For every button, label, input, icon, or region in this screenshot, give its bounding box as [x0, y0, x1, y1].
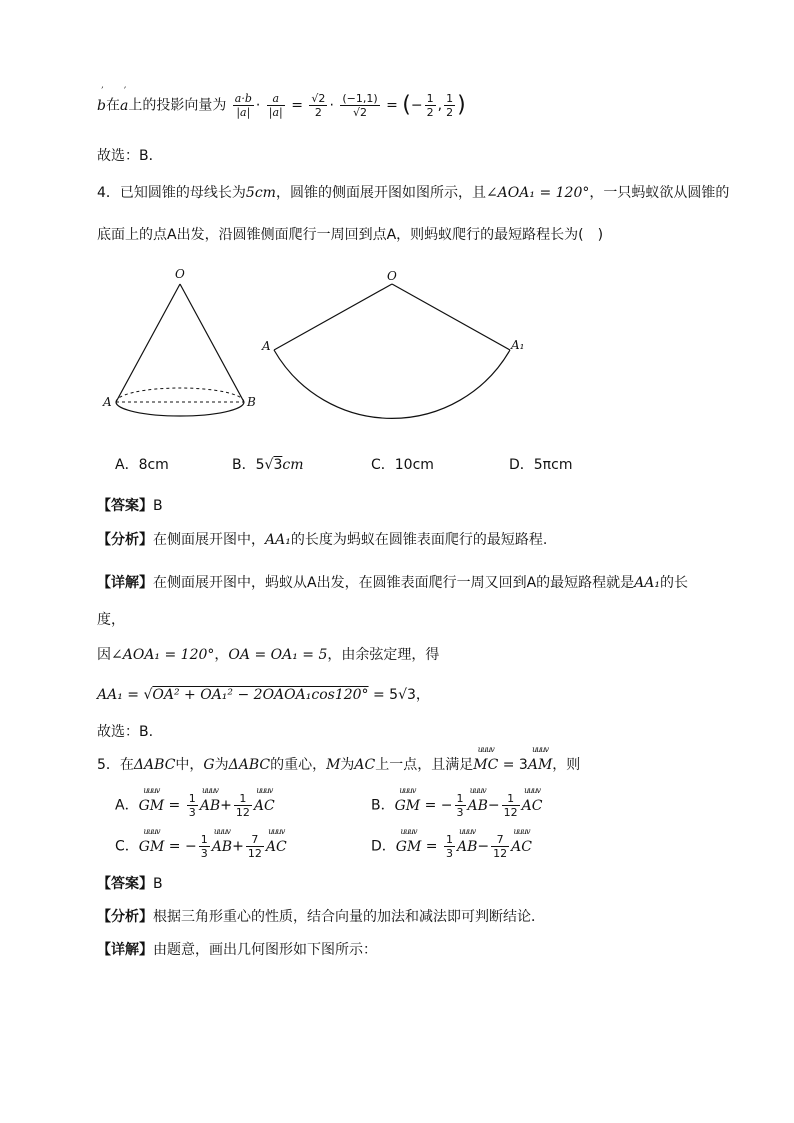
text: 上的投影向量为 [128, 97, 227, 114]
text: 在 [105, 97, 120, 114]
dot: · [255, 97, 261, 114]
paren: ) [457, 92, 466, 118]
cone-base-back [116, 388, 244, 402]
label-A2: A [262, 339, 271, 353]
q4-option-d[interactable]: D．5πcm [509, 457, 573, 473]
label-O: O [175, 267, 185, 281]
paren: ( [402, 92, 411, 118]
projection-line: ʼ b在 ʼ a上的投影向量为 $\frac{a\cdot b}{|a|}$ · $\frac{a}{|a|}$ = $\frac{√2}{2}$ · $\frac{(-1,1)}{√2}$ = (− $\frac{1}{2}$ , $\frac{1}{2}$ ) [97, 85, 466, 119]
cone-right-edge [180, 284, 244, 402]
equals: = [386, 97, 398, 114]
label-A1: A₁ [511, 338, 525, 352]
q4-analysis: 【分析】在侧面展开图中，AA₁的长度为蚂蚁在圆锥表面爬行的最短路程. [97, 532, 548, 548]
fraction-vector: $\frac{(-1,1)}{√2}$ [342, 92, 378, 119]
vector-a: ʼ a [119, 85, 129, 114]
minus: − [410, 97, 423, 114]
fraction-unit: $\frac{a}{|a|}$ [268, 92, 283, 119]
cone-left-edge [116, 284, 180, 402]
fraction-half: $\frac{1}{2}$ [446, 92, 454, 119]
label-O2: O [387, 269, 397, 283]
fraction-sqrt2: $\frac{√2}{2}$ [311, 92, 326, 119]
comma: , [437, 97, 443, 114]
vector-MC: uuuv MC [473, 745, 499, 773]
q4-option-b[interactable]: B．5√3cm [232, 457, 304, 473]
vector-AM: uuuv AM [527, 745, 553, 773]
q5-option-b[interactable]: B． uuuv GM = − $\frac{1}{3}$ uuuv AB− $\frac{1}{12}$ uuuv AC [371, 785, 543, 819]
q4-detail-3: 因∠AOA₁ = 120°，OA = OA₁ = 5，由余弦定理，得 [97, 647, 440, 663]
q4-detail-4: AA₁ = √OA² + OA₁² − 2OAOA₁cos120° = 5√3， [97, 687, 430, 703]
label-B: B [247, 395, 256, 409]
fraction-half: $\frac{1}{2}$ [426, 92, 434, 119]
q4-answer: 【答案】B [97, 498, 163, 514]
q4-line2: 底面上的点A出发，沿圆锥侧面爬行一周回到点A，则蚂蚁爬行的最短路程长为( ) [97, 227, 604, 243]
q4-line1: 4．已知圆锥的母线长为5cm，圆锥的侧面展开图如图所示，且∠AOA₁ = 120°，一只蚂蚁欲从圆锥的 [97, 185, 730, 201]
sector-radius-OA [274, 284, 392, 350]
q4-option-c[interactable]: C．10cm [371, 457, 434, 473]
sector-radius-OA1 [392, 284, 510, 350]
q4-option-a[interactable]: A．8cm [115, 457, 169, 473]
cone-base-front [116, 402, 244, 416]
q4-detail-1: 【详解】在侧面展开图中，蚂蚁从A出发，在圆锥表面爬行一周又回到A的最短路程就是AA₁的长 [97, 575, 688, 591]
sector-arc [274, 350, 510, 418]
fraction-dot-product: $\frac{a\cdot b}{|a|}$ [234, 92, 252, 119]
answer-line-3: 故选：B． [97, 148, 163, 164]
equals: = [291, 97, 303, 114]
q4-detail-5: 故选：B. [97, 724, 154, 740]
q5-detail: 【详解】由题意，画出几何图形如下图所示： [97, 942, 377, 958]
q4-detail-2: 度， [97, 612, 125, 628]
q5-answer: 【答案】B [97, 876, 163, 892]
cone-figure [0, 0, 794, 440]
vector-b: ʼ b [97, 85, 106, 114]
q5-option-d[interactable]: D． uuuv GM = $\frac{1}{3}$ uuuv AB− $\frac{7}{12}$ uuuv AC [371, 826, 532, 860]
q5-stem: 5．在ΔABC中，G为ΔABC的重心，M为AC上一点，且满足 uuuv MC = 3 uuuv AM，则 [97, 745, 581, 773]
q5-option-a[interactable]: A． uuuv GM = $\frac{1}{3}$ uuuv AB+ $\frac{1}{12}$ uuuv AC [115, 785, 275, 819]
q5-option-c[interactable]: C． uuuv GM = − $\frac{1}{3}$ uuuv AB+ $\frac{7}{12}$ uuuv AC [115, 826, 287, 860]
label-A: A [103, 395, 112, 409]
q5-analysis: 【分析】根据三角形重心的性质，结合向量的加法和减法即可判断结论． [97, 909, 545, 925]
